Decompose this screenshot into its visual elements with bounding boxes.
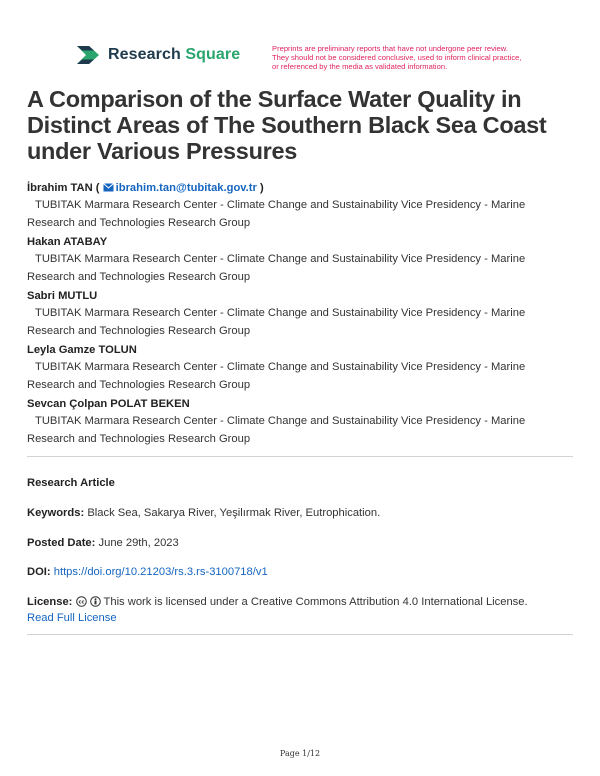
license-line — [27, 594, 573, 626]
keywords-label: Keywords: — [27, 507, 85, 519]
read-full-license-link[interactable]: Read Full License — [27, 612, 117, 624]
section-divider — [27, 456, 573, 457]
logo-text: Research Square — [108, 46, 241, 63]
doi-link[interactable]: https://doi.org/10.21203/rs.3.rs-3100718/v1 — [53, 566, 268, 578]
license-label: License: — [27, 596, 73, 608]
section-divider — [27, 634, 573, 635]
doi-label: DOI: — [27, 566, 51, 578]
posted-date-value: June 29th, 2023 — [98, 537, 179, 549]
posted-date-line — [27, 535, 573, 551]
author-name: Sevcan Çolpan POLAT BEKEN — [27, 398, 190, 410]
cc-icon — [76, 596, 87, 607]
author-item — [27, 234, 573, 286]
license-text: This work is licensed under a Creative Commons Attribution 4.0 International License. — [103, 596, 528, 608]
paper-title: A Comparison of the Surface Water Quality in Distinct Areas of The Southern Black Sea Coast under Various Pressures — [27, 86, 547, 164]
keywords-line — [27, 505, 573, 521]
author-email-link[interactable]: ibrahim.tan@tubitak.gov.tr — [115, 182, 257, 194]
author-name: Leyla Gamze TOLUN — [27, 344, 137, 356]
keywords-value: Black Sea, Sakarya River, Yeşilırmak River, Eutrophication. — [87, 507, 381, 519]
mail-icon — [103, 183, 114, 192]
author-affiliation: TUBITAK Marmara Research Center - Climate Change and Sustainability Vice Presidency - Marine Research and Technologies Research Group — [27, 307, 526, 337]
author-list — [27, 180, 573, 450]
author-name: İbrahim TAN ( ibrahim.tan@tubitak.gov.tr ) — [27, 182, 264, 194]
research-square-logo[interactable] — [75, 44, 240, 66]
author-item — [27, 180, 573, 232]
author-affiliation: TUBITAK Marmara Research Center - Climate Change and Sustainability Vice Presidency - Marine Research and Technologies Research Group — [27, 361, 526, 391]
author-name: Hakan ATABAY — [27, 236, 108, 248]
svg-text:cc: cc — [78, 599, 84, 606]
preprint-disclaimer: Preprints are preliminary reports that have not undergone peer review. They should not be considered conclusive, used to inform clinical practice, or referenced by the media as validated information. — [272, 44, 522, 71]
research-square-logo-icon — [75, 44, 101, 66]
posted-date-label: Posted Date: — [27, 537, 96, 549]
article-type: Research Article — [27, 477, 115, 489]
author-name: Sabri MUTLU — [27, 290, 98, 302]
author-item — [27, 396, 573, 448]
author-item — [27, 288, 573, 340]
page-number: Page 1/12 — [279, 749, 321, 758]
author-affiliation: TUBITAK Marmara Research Center - Climate Change and Sustainability Vice Presidency - Marine Research and Technologies Research Group — [27, 253, 526, 283]
author-affiliation: TUBITAK Marmara Research Center - Climate Change and Sustainability Vice Presidency - Marine Research and Technologies Research Group — [27, 415, 526, 445]
author-item — [27, 342, 573, 394]
author-affiliation: TUBITAK Marmara Research Center - Climate Change and Sustainability Vice Presidency - Marine Research and Technologies Research Group — [27, 199, 526, 229]
page-header — [0, 0, 600, 80]
by-icon — [90, 596, 101, 607]
doi-line — [27, 564, 573, 580]
